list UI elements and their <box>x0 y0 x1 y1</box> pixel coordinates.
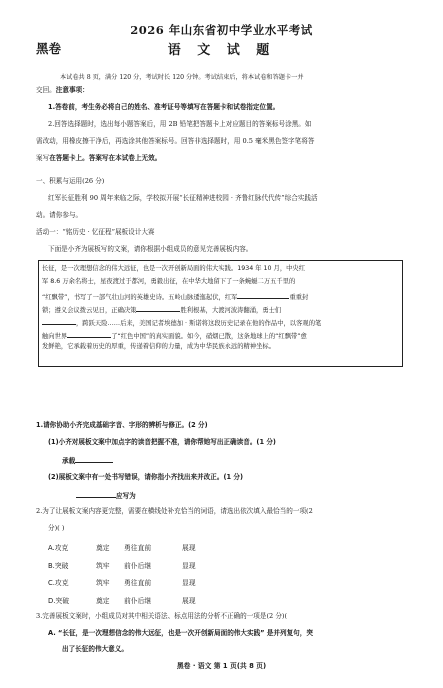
task-line: 下面是小齐为展板写的文案，请你根据小组成员的意见完善展板内容。 <box>48 245 253 253</box>
box-line-3 <box>42 291 308 303</box>
word-chengzai: 承载 <box>62 457 76 465</box>
option-c[interactable] <box>48 577 196 587</box>
box-line-5-b: ，跨跃天险……后来，美国记者埃德加 · 斯诺将这段历史记录在他的作品中，以客观的笔 <box>76 320 322 327</box>
intro-line-2 <box>36 86 89 95</box>
box-line-1: 长征，是一次理想信念的伟大远征，也是一次开创新局面的伟大实践。1934 年 10 月，中央红 <box>42 265 306 272</box>
note-2-line-3 <box>36 154 161 163</box>
box-line-2: 军 8.6 万余名将士，星夜渡过于都河，勇毅出征，在中华大地留下了一条蜿蜒二万五千里的 <box>42 278 296 285</box>
box-line-7: 发鲜艳，它承载着历史的厚重，传递着信仰的力量，成为中华民族永远的精神坐标。 <box>42 343 275 350</box>
subject-title: 语 文 试 题 <box>167 43 276 58</box>
question-1-sub-2: (2)展板文案中有一处书写错误，请你指小齐找出来并改正。(1 分) <box>48 473 243 481</box>
option-a-word-2: 奠定 <box>96 544 110 552</box>
display-board-text-box <box>38 260 403 367</box>
box-line-6 <box>42 330 307 342</box>
option-c-word-4: 显现 <box>182 579 196 587</box>
box-line-3-a: “红飘带”，书写了一部气壮山河的英雄史诗。五岭山脉逶迤起伏，红军 <box>42 294 238 301</box>
answer-blank-pronunciation[interactable] <box>75 455 113 463</box>
page-footer: 黑卷 · 语文 第 1 页(共 8 页) <box>176 662 267 670</box>
option-a-word-3: 勇往直前 <box>124 544 152 552</box>
note-2-line-3-a: 案写 <box>36 154 50 162</box>
section-heading: 一、积累与运用(26 分) <box>36 177 105 185</box>
question-2-stem-line-1: 2.为了让展板文案内容更完整，需要在横线处补充恰当的词语，请选出依次填入最恰当的一项(2 <box>36 507 313 515</box>
option-a-label: A.攻克 <box>48 544 69 552</box>
option-c-word-3: 勇往直前 <box>124 579 152 587</box>
fill-blank-1 <box>237 291 289 299</box>
box-line-5 <box>42 317 321 329</box>
box-line-4-a: 锁；遵义会议拨云见日，正确决策 <box>42 307 137 314</box>
box-line-6-b: 了“红色中国”的真实面貌。如今，硝烟已散，这条地球上的“红飘带”愈 <box>111 333 307 340</box>
question-1-sub-2-answer <box>76 490 136 501</box>
box-line-6-a: 触向世界 <box>42 333 68 340</box>
question-3-option-a-line-2[interactable]: 出了长征的伟大意义。 <box>62 645 128 653</box>
question-3-stem: 3.完善展板文案时，小组成员对其中相关语法、标点用法的分析不正确的一项是(2 分)( <box>36 612 288 620</box>
section-para-line-2: 动。请你参与。 <box>36 211 83 219</box>
option-b[interactable] <box>48 560 196 570</box>
option-d-word-2: 奠定 <box>96 597 110 605</box>
fill-blank-3 <box>42 317 76 325</box>
option-b-word-2: 筑牢 <box>96 562 110 570</box>
option-b-label: B.突破 <box>48 562 69 570</box>
paper-label: 黑卷 <box>36 41 62 56</box>
fill-blank-4 <box>67 330 111 338</box>
question-3-option-a-line-1[interactable]: A. “长征，是一次理想信念的伟大远征，也是一次开创新局面的伟大实践” 是并列复句，突 <box>48 629 313 637</box>
question-1-stem: 1.请你协助小齐完成基础字音、字形的辨析与修正。(2 分) <box>36 421 208 429</box>
exam-title: 2026 年山东省初中学业水平考试 <box>130 23 313 37</box>
box-line-3-b: 重重封 <box>289 294 309 301</box>
option-a[interactable] <box>48 542 196 552</box>
option-a-word-4: 展现 <box>182 544 196 552</box>
box-line-4-b: 胜利根基，大渡河波涛翻涌，勇士们 <box>180 307 282 314</box>
intro-line-1: 本试卷共 8 页，满分 120 分，考试时长 120 分钟。考试结束后，将本试卷和答题卡一并 <box>60 74 304 81</box>
activity-heading: 活动一：“铭历史 · 忆征程”展板设计大赛 <box>36 228 155 236</box>
option-b-word-3: 前仆后继 <box>124 562 152 570</box>
option-d[interactable] <box>48 595 196 605</box>
option-d-label: D.突破 <box>48 597 69 605</box>
note-2-line-2: 需改动，用橡皮擦干净后，再选涂其他答案标号。回答非选择题时，用 0.5 毫米黑色签字笔将答 <box>36 137 315 145</box>
question-1-sub-1: (1)小齐对展板文案中加点字的读音把握不准，请你帮她写出正确读音。(1 分) <box>48 438 276 446</box>
option-c-label: C.攻克 <box>48 579 69 587</box>
should-write-as: 应写为 <box>116 492 136 500</box>
notice-heading: 注意事项： <box>55 86 89 94</box>
section-para-line-1: 红军长征胜利 90 周年来临之际，学校拟开展“长征精神进校园 · 齐鲁红脉代代传”综合实践活 <box>48 194 318 202</box>
option-b-word-4: 显现 <box>182 562 196 570</box>
answer-blank-wrong-char[interactable] <box>76 490 116 498</box>
option-d-word-4: 展现 <box>182 597 196 605</box>
fill-blank-2 <box>136 304 180 312</box>
intro-line-2-a: 交回。 <box>36 86 56 94</box>
option-c-word-2: 筑牢 <box>96 579 110 587</box>
note-2-line-3-b: 在答题卡上。答案写在本试卷上无效。 <box>49 154 162 162</box>
box-line-4 <box>42 304 281 316</box>
option-d-word-3: 前仆后继 <box>124 597 152 605</box>
note-2-line-1: 2.回答选择题时，选出每小题答案后，用 2B 铅笔把答题卡上对应题目的答案标号涂黑。如 <box>48 120 312 128</box>
question-2-stem-line-2: 分)( ) <box>48 524 65 532</box>
question-1-sub-1-answer <box>62 455 113 466</box>
note-1: 1.答卷前，考生务必将自己的姓名、准考证号等填写在答题卡和试卷指定位置。 <box>48 103 280 111</box>
